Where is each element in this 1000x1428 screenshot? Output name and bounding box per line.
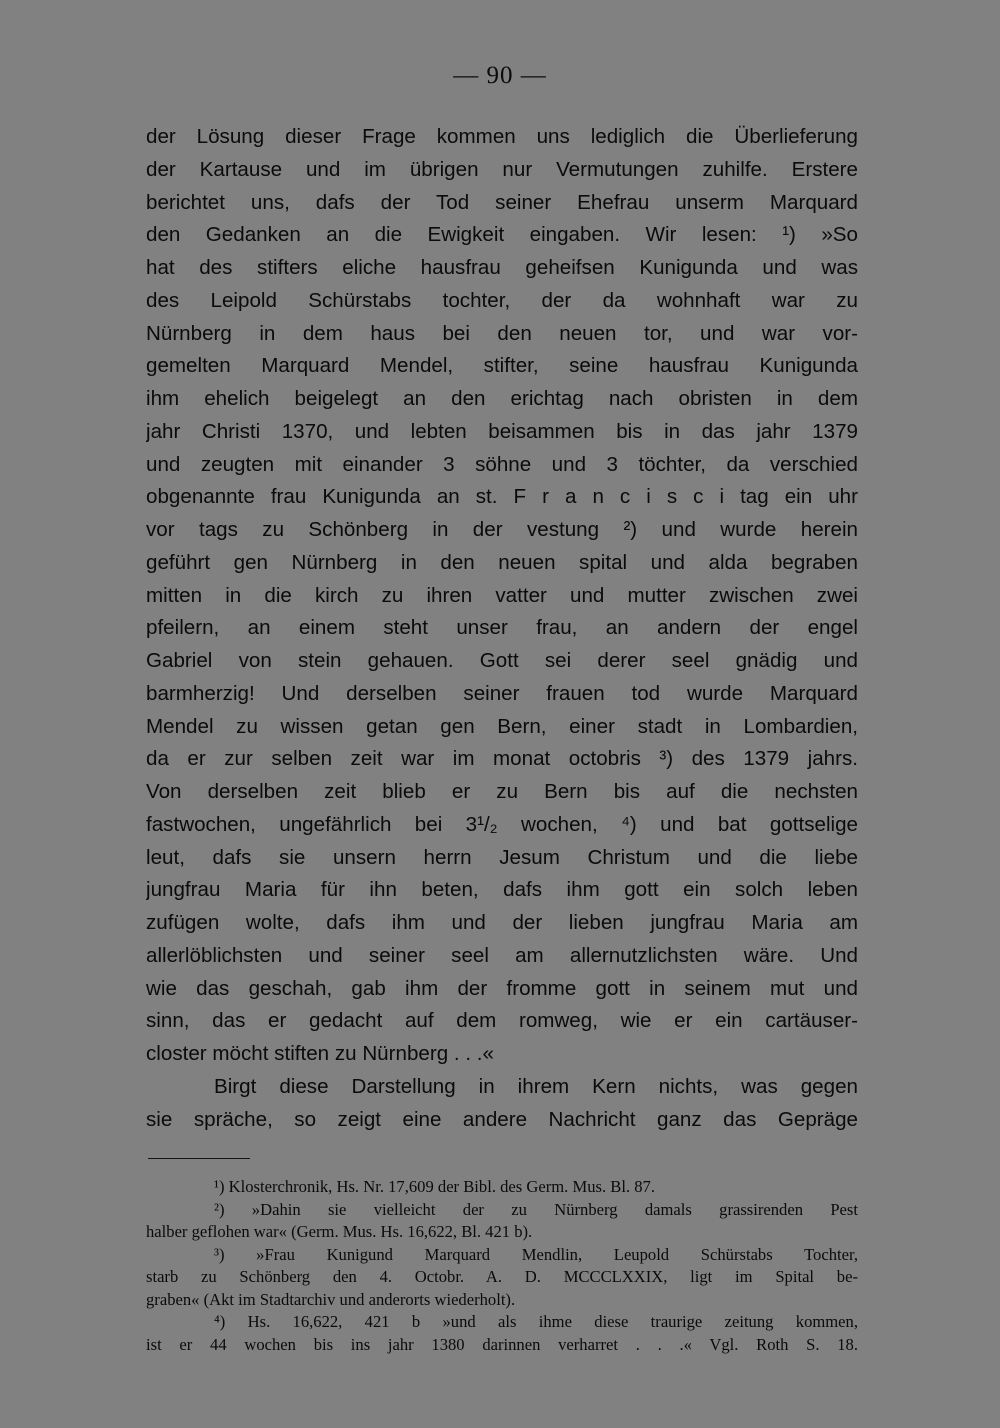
body-line: jungfrau Maria für ihn beten, dafs ihm gott ein solch leben <box>146 878 858 902</box>
body-line: den Gedanken an die Ewigkeit eingaben. Wir lesen: ¹) »So <box>146 223 858 247</box>
body-line: gemelten Marquard Mendel, stifter, seine hausfrau Kunigunda <box>146 354 858 378</box>
body-line: Birgt diese Darstellung in ihrem Kern nichts, was gegen <box>214 1074 858 1098</box>
body-line: allerlöblichsten und seiner seel am allernutzlichsten wäre. Und <box>146 943 858 967</box>
footnotes <box>146 1176 858 1356</box>
main-text <box>146 121 858 1136</box>
body-line: zufügen wolte, dafs ihm und der lieben jungfrau Maria am <box>146 911 858 934</box>
body-line: Mendel zu wissen getan gen Bern, einer stadt in Lombardien, <box>146 714 858 738</box>
body-line: sie spräche, so zeigt eine andere Nachricht ganz das Gepräge <box>146 1107 858 1131</box>
body-line: fastwochen, ungefährlich bei 3¹/₂ wochen, ⁴) und bat gottselige <box>146 812 858 836</box>
body-line: sinn, das er gedacht auf dem romweg, wie er ein cartäuser- <box>146 1009 858 1033</box>
body-line: obgenannte frau Kunigunda an st. F r a n c i s c i tag ein uhr <box>146 485 858 509</box>
body-line: pfeilern, an einem steht unser frau, an andern der engel <box>146 616 858 640</box>
body-line: des Leipold Schürstabs tochter, der da wohnhaft war zu <box>146 288 858 312</box>
body-line: und zeugten mit einander 3 söhne und 3 töchter, da verschied <box>146 452 858 476</box>
body-line: jahr Christi 1370, und lebten beisammen bis in das jahr 1379 <box>146 419 858 443</box>
body-line: Gabriel von stein gehauen. Gott sei derer seel gnädig und <box>146 649 858 672</box>
body-line: der Kartause und im übrigen nur Vermutungen zuhilfe. Erstere <box>146 157 858 181</box>
body-line: der Lösung dieser Frage kommen uns lediglich die Überlieferung <box>146 125 858 148</box>
body-line: da er zur selben zeit war im monat octobris ³) des 1379 jahrs. <box>146 747 858 771</box>
body-line: wie das geschah, gab ihm der fromme gott in seinem mut und <box>146 976 858 1000</box>
body-line: barmherzig! Und derselben seiner frauen tod wurde Marquard <box>146 681 858 705</box>
body-line: closter möcht stiften zu Nürnberg . . .« <box>146 1042 494 1065</box>
footnote-line: ⁴) Hs. 16,622, 421 b »und als ihme diese traurige zeitung kommen, <box>214 1312 858 1331</box>
footnote-divider <box>148 1158 250 1159</box>
body-line: geführt gen Nürnberg in den neuen spital und alda begraben <box>146 550 858 574</box>
body-line: vor tags zu Schönberg in der vestung ²) und wurde herein <box>146 518 858 541</box>
body-line: Nürnberg in dem haus bei den neuen tor, und war vor- <box>146 321 858 345</box>
footnote-line: halber geflohen war« (Germ. Mus. Hs. 16,622, Bl. 421 b). <box>146 1222 533 1241</box>
footnote-line: ²) »Dahin sie vielleicht der zu Nürnberg damals grassirenden Pest <box>214 1199 858 1219</box>
body-line: Von derselben zeit blieb er zu Bern bis auf die nechsten <box>146 780 858 803</box>
body-line: hat des stifters eliche hausfrau geheifsen Kunigunda und was <box>146 256 858 279</box>
footnote-line: starb zu Schönberg den 4. Octobr. A. D. MCCCLXXIX, ligt im Spital be- <box>146 1267 858 1286</box>
footnote-line: ³) »Frau Kunigund Marquard Mendlin, Leupold Schürstabs Tochter, <box>214 1244 858 1264</box>
body-line: ihm ehelich beigelegt an den erichtag nach obristen in dem <box>146 387 858 410</box>
footnote-line: ¹) Klosterchronik, Hs. Nr. 17,609 der Bibl. des Germ. Mus. Bl. 87. <box>214 1177 655 1196</box>
body-line: mitten in die kirch zu ihren vatter und mutter zwischen zwei <box>146 583 858 607</box>
body-line: berichtet uns, dafs der Tod seiner Ehefrau unserm Marquard <box>146 190 858 214</box>
footnote-line: ist er 44 wochen bis ins jahr 1380 darinnen verharret . . .« Vgl. Roth S. 18. <box>146 1334 858 1354</box>
footnote-line: graben« (Akt im Stadtarchiv und anderorts wiederholt). <box>146 1289 516 1309</box>
body-line: leut, dafs sie unsern herrn Jesum Christum und die liebe <box>146 845 858 869</box>
page-number: — 90 — <box>453 62 547 89</box>
